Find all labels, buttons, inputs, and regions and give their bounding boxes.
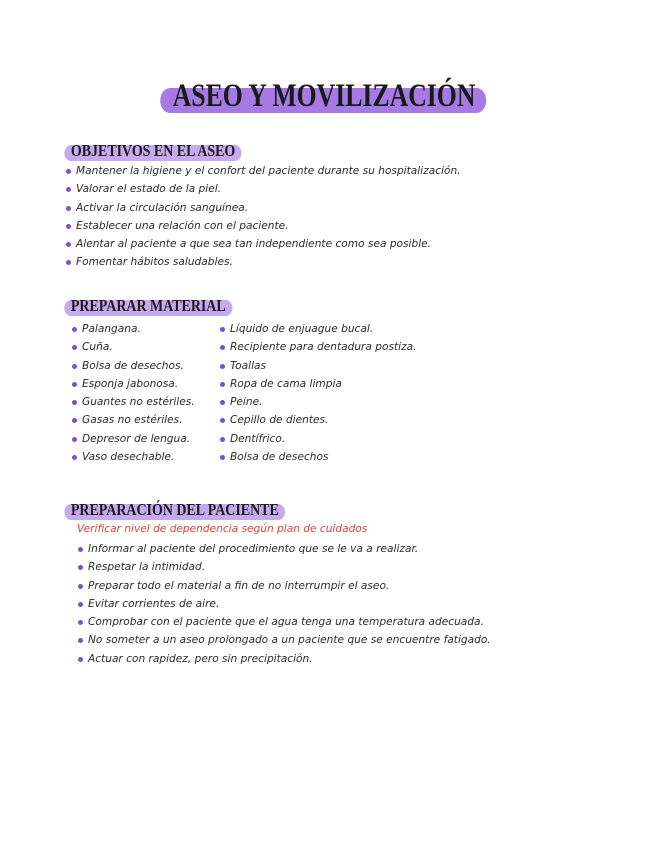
list-item: Fomentar hábitos saludables. xyxy=(66,253,461,271)
list-item: Toallas xyxy=(220,357,417,375)
list-material-col2 xyxy=(220,320,417,466)
list-item: Mantener la higiene y el confort del paciente durante su hospitalización. xyxy=(66,162,461,180)
list-item: Activar la circulación sanguínea. xyxy=(66,199,461,217)
list-item: Depresor de lengua. xyxy=(72,430,195,448)
list-item: Vaso desechable. xyxy=(72,448,195,466)
list-item: Ropa de cama limpia xyxy=(220,375,417,393)
list-item: Actuar con rapidez, pero sin precipitación. xyxy=(78,650,491,668)
heading-material: PREPARAR MATERIAL xyxy=(66,296,231,316)
list-item: No someter a un aseo prolongado a un paciente que se encuentre fatigado. xyxy=(78,631,491,649)
list-item: Bolsa de desechos xyxy=(220,448,417,466)
list-item: Evitar corrientes de aire. xyxy=(78,595,491,613)
list-objetivos xyxy=(66,162,461,272)
heading-objetivos: OBJETIVOS EN EL ASEO xyxy=(66,141,240,161)
list-item: Gasas no estériles. xyxy=(72,411,195,429)
heading-paciente: PREPARACIÓN DEL PACIENTE xyxy=(66,500,284,520)
list-item: Comprobar con el paciente que el agua tenga una temperatura adecuada. xyxy=(78,613,491,631)
dependency-note: Verificar nivel de dependencia según plan de cuidados xyxy=(77,523,368,535)
list-item: Palangana. xyxy=(72,320,195,338)
list-item: Valorar el estado de la piel. xyxy=(66,180,461,198)
list-paciente xyxy=(78,540,491,668)
page-title: ASEO Y MOVILIZACIÓN xyxy=(166,78,481,115)
list-item: Establecer una relación con el paciente. xyxy=(66,217,461,235)
title-area xyxy=(0,78,648,115)
list-item: Recipiente para dentadura postiza. xyxy=(220,338,417,356)
list-material-col1 xyxy=(72,320,195,466)
list-item: Preparar todo el material a fin de no interrumpir el aseo. xyxy=(78,577,491,595)
list-item: Peine. xyxy=(220,393,417,411)
list-item: Bolsa de desechos. xyxy=(72,357,195,375)
list-item: Guantes no estériles. xyxy=(72,393,195,411)
list-item: Líquido de enjuague bucal. xyxy=(220,320,417,338)
list-item: Dentífrico. xyxy=(220,430,417,448)
list-item: Cepillo de dientes. xyxy=(220,411,417,429)
list-item: Informar al paciente del procedimiento que se le va a realizar. xyxy=(78,540,491,558)
list-item: Cuña. xyxy=(72,338,195,356)
list-item: Respetar la intimidad. xyxy=(78,558,491,576)
list-item: Esponja jabonosa. xyxy=(72,375,195,393)
list-item: Alentar al paciente a que sea tan independiente como sea posible. xyxy=(66,235,461,253)
